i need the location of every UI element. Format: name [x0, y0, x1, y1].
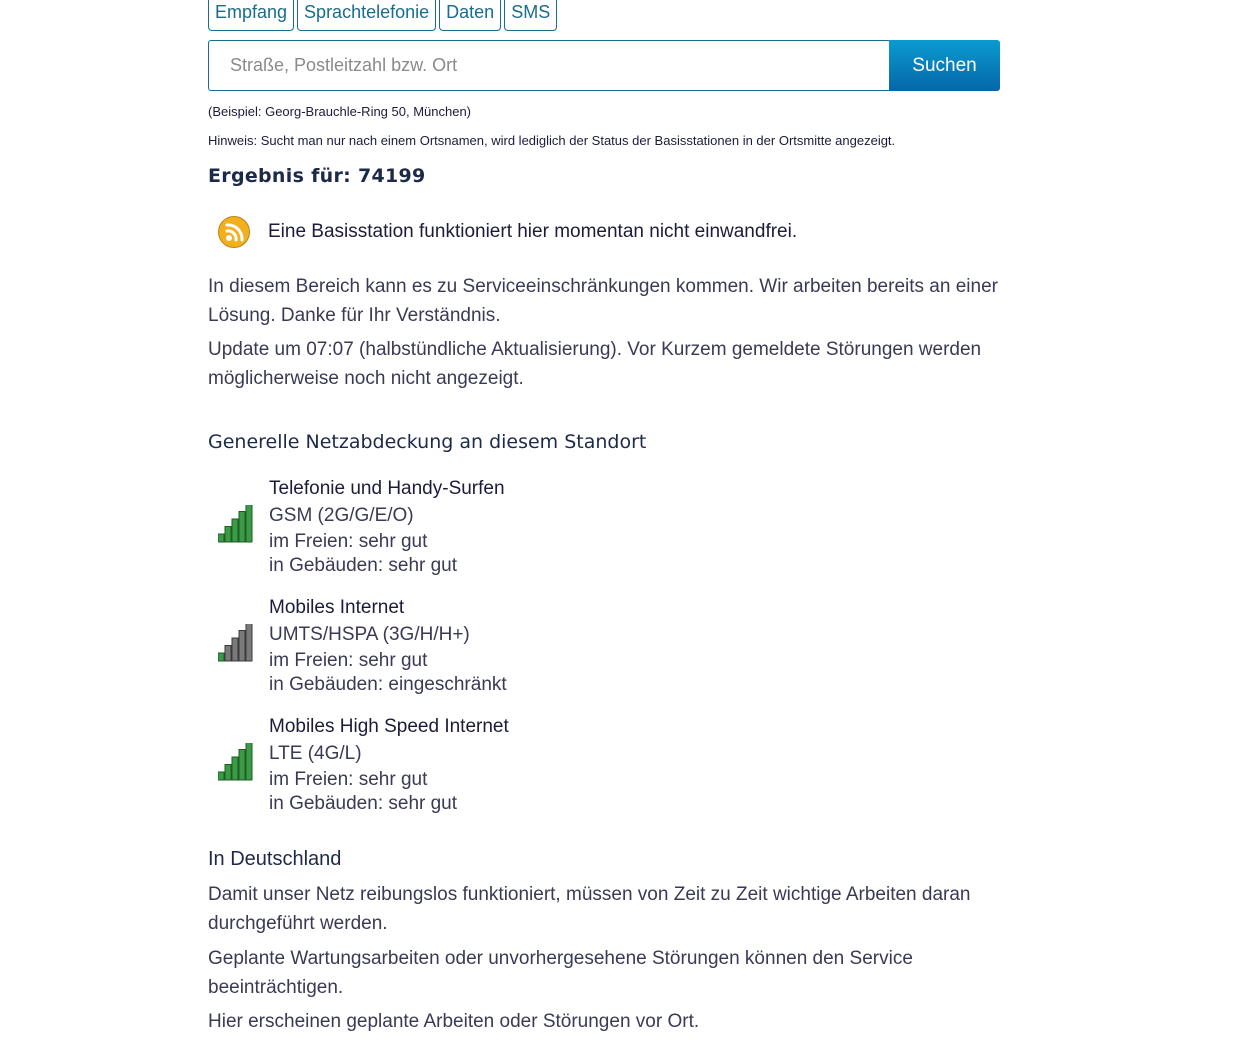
coverage-heading: Generelle Netzabdeckung an diesem Standort	[208, 431, 647, 453]
hint-text: Hinweis: Sucht man nur nach einem Ortsnamen, wird lediglich der Status der Basisstationen in der Ortsmitte angezeigt.	[208, 133, 896, 148]
germany-paragraph-2: Geplante Wartungsarbeiten oder unvorhergesehene Störungen können den Service beeinträchtigen.	[208, 948, 913, 998]
example-text: (Beispiel: Georg-Brauchle-Ring 50, München)	[208, 104, 472, 119]
tab-bar	[208, 0, 557, 31]
coverage-outdoor: im Freien: sehr gut	[269, 531, 428, 552]
search-button[interactable]: Suchen	[889, 40, 1000, 91]
coverage-tech: UMTS/HSPA (3G/H/H+)	[269, 624, 470, 645]
signal-bar	[232, 638, 238, 661]
signal-bar	[246, 505, 252, 542]
signal-bar	[225, 765, 231, 781]
signal-bar	[218, 653, 224, 661]
coverage-tech: GSM (2G/G/E/O)	[269, 505, 414, 526]
coverage-title: Mobiles Internet	[269, 597, 405, 618]
tab-empfang[interactable]: Empfang	[208, 0, 294, 31]
coverage-title: Telefonie und Handy-Surfen	[269, 478, 505, 499]
germany-paragraph-1: Damit unser Netz reibungslos funktioniert, müssen von Zeit zu Zeit wichtige Arbeiten daran durchgeführt werden.	[208, 884, 971, 934]
signal-bar	[239, 631, 245, 662]
coverage-indoor: in Gebäuden: eingeschränkt	[269, 674, 507, 695]
service-info-paragraph: In diesem Bereich kann es zu Serviceeinschränkungen kommen. Wir arbeiten bereits an einer Lösung. Danke für Ihr Verständnis.	[208, 276, 998, 326]
coverage-indoor: in Gebäuden: sehr gut	[269, 793, 458, 814]
signal-bar	[232, 519, 238, 542]
signal-bar	[239, 512, 245, 543]
signal-warning-icon	[218, 216, 250, 248]
signal-bars-icon	[218, 624, 254, 662]
tab-sms[interactable]: SMS	[504, 0, 557, 31]
status-text: Eine Basisstation funktioniert hier momentan nicht einwandfrei.	[268, 221, 798, 242]
signal-bar	[239, 750, 245, 781]
signal-bar	[218, 772, 224, 780]
coverage-indoor: in Gebäuden: sehr gut	[269, 555, 458, 576]
tab-sprachtelefonie[interactable]: Sprachtelefonie	[297, 0, 436, 31]
coverage-title: Mobiles High Speed Internet	[269, 716, 509, 737]
signal-bar	[225, 646, 231, 662]
update-info-paragraph: Update um 07:07 (halbstündliche Aktualisierung). Vor Kurzem gemeldete Störungen werden möglicherweise noch nicht angezeigt.	[208, 339, 982, 389]
result-title: Ergebnis für: 74199	[208, 165, 426, 187]
signal-bars-icon	[218, 505, 254, 543]
status-message	[218, 216, 797, 248]
signal-bar	[218, 534, 224, 542]
search-input[interactable]	[208, 40, 889, 91]
signal-bar	[232, 757, 238, 780]
coverage-outdoor: im Freien: sehr gut	[269, 650, 428, 671]
coverage-item-gsm	[208, 475, 708, 585]
coverage-tech: LTE (4G/L)	[269, 743, 362, 764]
coverage-item-lte	[208, 713, 708, 823]
signal-bars-icon	[218, 743, 254, 781]
coverage-outdoor: im Freien: sehr gut	[269, 769, 428, 790]
coverage-item-umts	[208, 594, 708, 704]
germany-heading: In Deutschland	[208, 848, 342, 870]
search-bar	[208, 40, 1000, 91]
signal-bar	[246, 743, 252, 780]
signal-bar	[225, 527, 231, 543]
signal-bar	[246, 624, 252, 661]
tab-daten[interactable]: Daten	[439, 0, 501, 31]
germany-paragraph-3: Hier erscheinen geplante Arbeiten oder Störungen vor Ort.	[208, 1011, 700, 1032]
